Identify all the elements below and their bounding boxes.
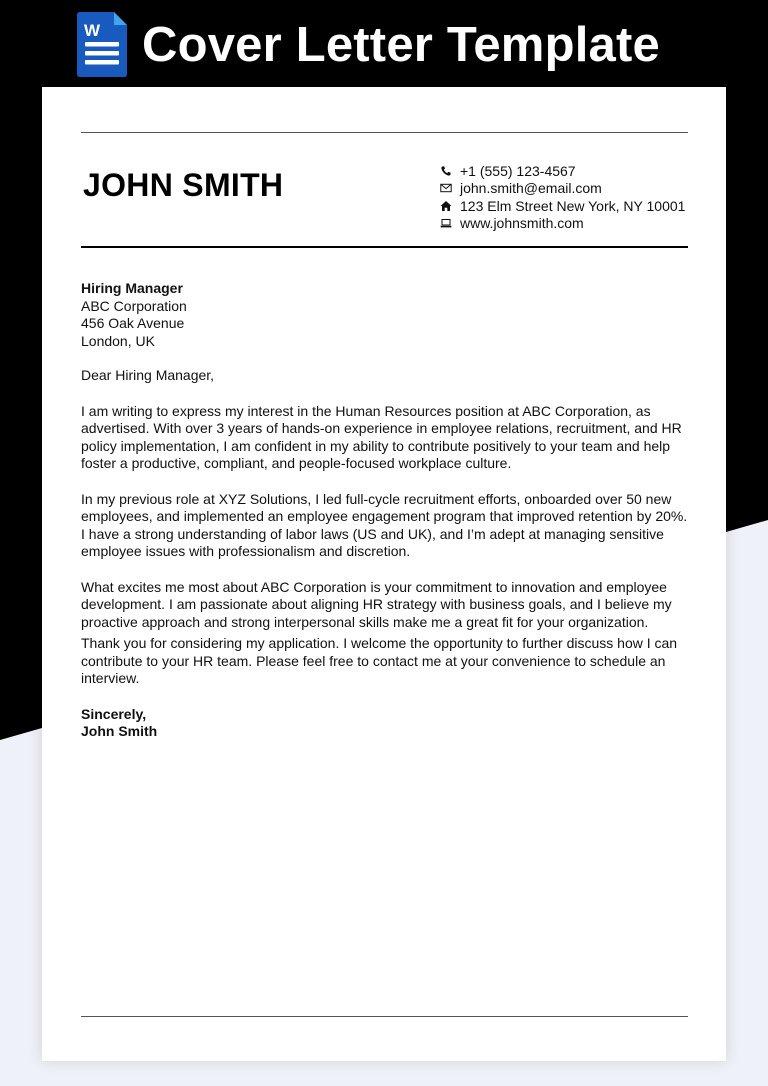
valediction: Sincerely,	[81, 705, 147, 722]
word-document-icon	[77, 12, 127, 77]
website-text: www.johnsmith.com	[460, 215, 584, 232]
recipient-street: 456 Oak Avenue	[81, 315, 185, 331]
word-icon-letter: W	[84, 21, 101, 40]
paragraph-intro: I am writing to express my interest in the Human Resources position at ABC Corporation, as advertised. With over 3 years of hands-on experience in employee relations, recruitment, and HR policy implementation, I am confident in my ability to contribute positively to your team and help foster a productive, compliant, and people-focused workplace culture.	[81, 402, 682, 471]
recipient-city: London, UK	[81, 332, 155, 349]
recipient-company: ABC Corporation	[81, 297, 187, 314]
closing-block	[81, 706, 693, 741]
paragraph-thanks: Thank you for considering my application. I welcome the opportunity to further discuss how I can contribute to your HR team. Please feel free to contact me at your convenience to schedule an interview.	[81, 635, 678, 686]
paragraph-motivation: What excites me most about ABC Corporation is your commitment to innovation and employee development. I am passionate about aligning HR strategy with business goals, and I believe my proactive approach and strong interpersonal skills make me a great fit for your organization.	[81, 578, 672, 630]
letter-body	[81, 280, 693, 741]
laptop-icon	[440, 217, 452, 229]
bottom-divider	[81, 1016, 688, 1017]
banner	[0, 0, 768, 90]
greeting: Dear Hiring Manager,	[81, 367, 215, 383]
signature: John Smith	[81, 723, 158, 739]
contact-website	[440, 215, 685, 233]
contact-phone	[440, 162, 685, 180]
contact-email	[440, 180, 685, 198]
address-text: 123 Elm Street New York, NY 10001	[460, 197, 686, 214]
paragraph-experience: In my previous role at XYZ Solutions, I led full-cycle recruitment efforts, onboarded over 50 new employees, and implemented an employee engagement program that improved retention by 20%. I have a strong understanding of labor laws (US and UK), and I’m adept at managing sensitive employee issues with professionalism and discretion.	[81, 490, 688, 559]
header-divider	[81, 246, 688, 248]
contact-address	[440, 197, 685, 215]
banner-title: Cover Letter Template	[142, 18, 660, 72]
contact-block	[440, 162, 685, 232]
letter-page	[42, 87, 726, 1061]
phone-icon	[440, 165, 452, 177]
home-icon	[440, 200, 452, 212]
applicant-name: JOHN SMITH	[83, 167, 284, 203]
top-divider	[81, 132, 688, 133]
recipient-name: Hiring Manager	[81, 280, 183, 296]
recipient-block	[81, 280, 693, 350]
envelope-icon	[440, 182, 452, 194]
phone-text: +1 (555) 123-4567	[460, 162, 576, 179]
email-text: john.smith@email.com	[460, 180, 602, 197]
